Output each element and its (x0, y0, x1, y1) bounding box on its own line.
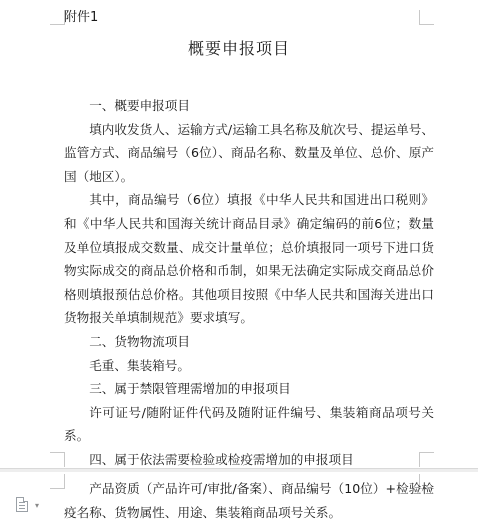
document-icon[interactable] (16, 497, 28, 512)
paragraph: 许可证号/随附证件代码及随附证件编号、集装箱商品项号关系。 (64, 404, 434, 444)
paragraph: 其中，商品编号（6位）填报《中华人民共和国进出口税则》和《中华人民共和国海关统计商品目录》确定编码的前6位；数量及单位填报成交数量、成交计量单位；总价填报同一项号下进口货物实际成交的商品总价格和币制，如果无法确定实际成交商品总价格则填报预估总价格。其他项目按照《中华人民共和国海关进出口货物报关单填制规范》要求填写。 (64, 192, 434, 326)
section-heading: 二、货物物流项目 (89, 333, 190, 349)
document-body (64, 94, 434, 472)
page-corner-mark (50, 474, 65, 489)
section-heading: 四、属于依法需要检验或检疫需增加的申报项目 (89, 451, 354, 467)
paragraph: 产品资质（产品许可/审批/备案）、商品编号（10位）+检验检疫名称、货物属性、用途、集装箱商品项号关系。 (64, 481, 434, 520)
paragraph: 填内收发货人、运输方式/运输工具名称及航次号、提运单号、监管方式、商品编号（6位）、商品名称、数量及单位、总价、原产国（地区）。 (64, 121, 434, 184)
chevron-down-icon[interactable]: ▾ (35, 501, 40, 510)
document-body-page-2 (64, 477, 434, 524)
annex-label: 附件1 (64, 10, 99, 25)
section-heading: 三、属于禁限管理需增加的申报项目 (89, 381, 291, 397)
page-corner-mark (419, 10, 434, 25)
section-heading: 一、概要申报项目 (89, 98, 190, 113)
page-corner-mark (50, 452, 65, 467)
page-title: 概要申报项目 (187, 39, 290, 58)
paragraph: 毛重、集装箱号。 (89, 357, 190, 373)
page-corner-mark (50, 10, 65, 25)
